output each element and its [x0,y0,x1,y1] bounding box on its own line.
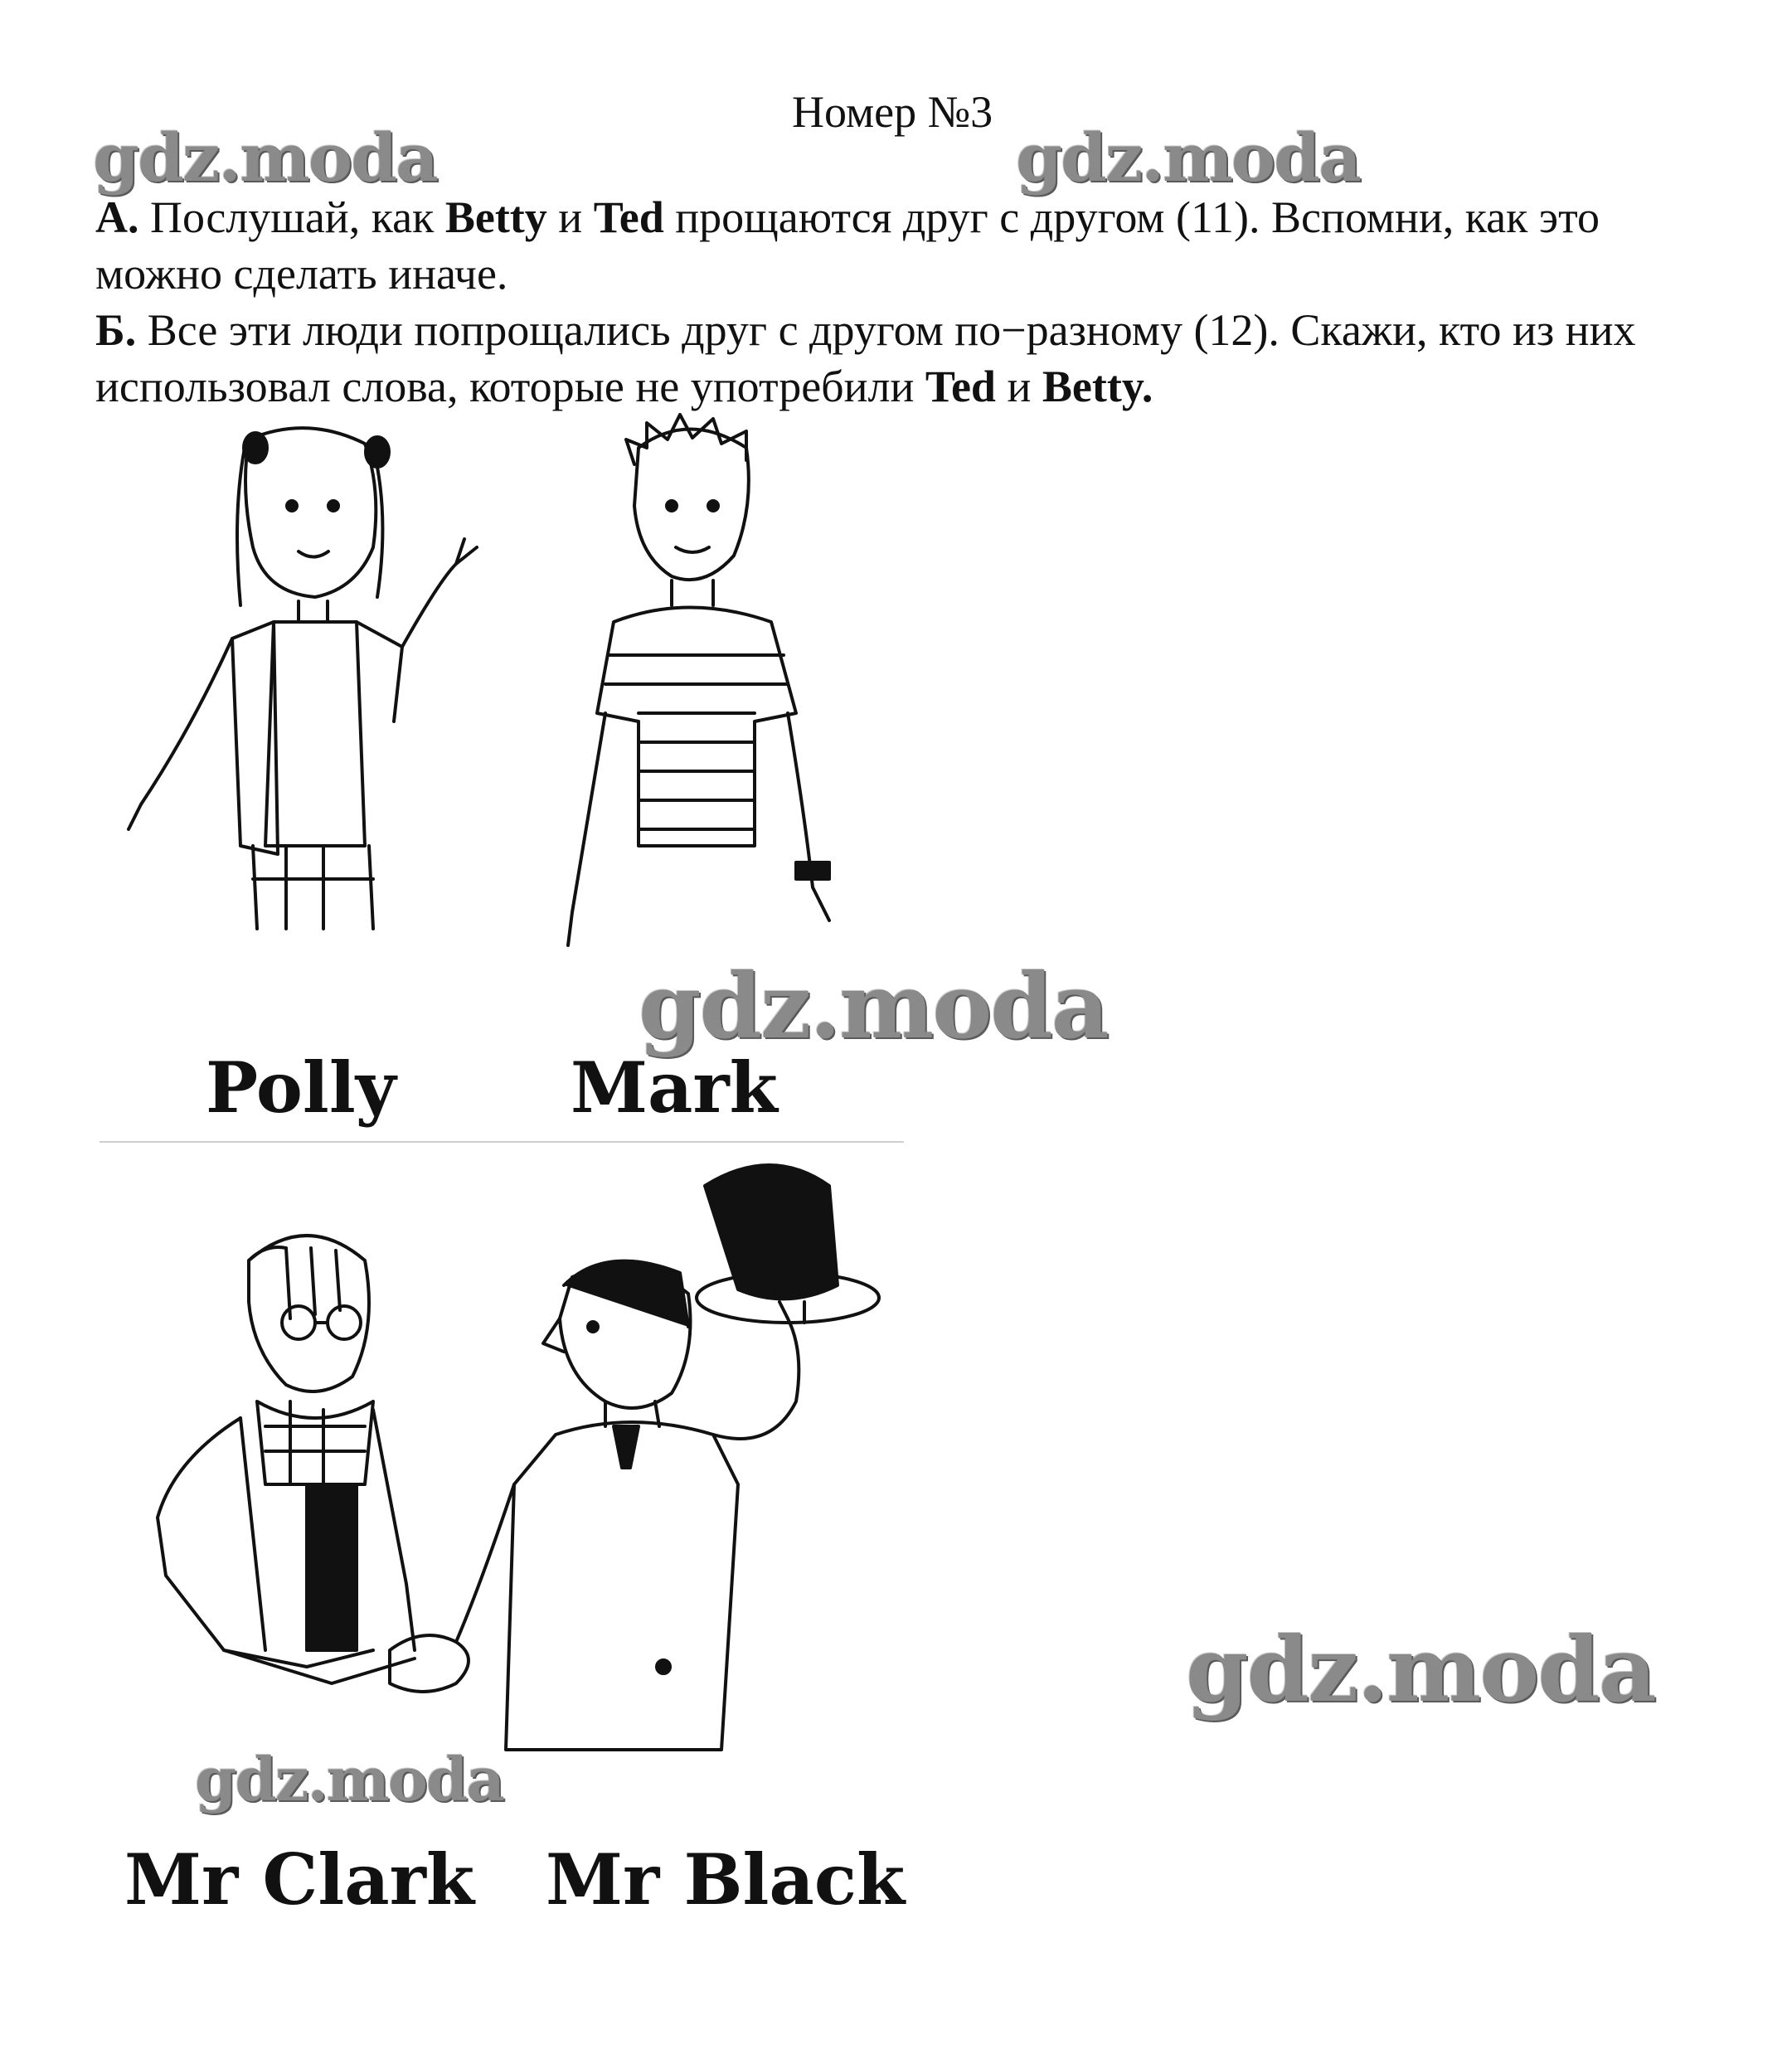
watermark: gdz.moda [639,954,1108,1059]
label-mark: Mark [571,1047,778,1129]
label-mr-clark: Mr Clark [124,1838,475,1921]
watermark: gdz.moda [195,1744,503,1814]
page-heading: Номер №3 [792,87,993,137]
task-b-label: Б. [95,305,137,355]
task-a-text: прощаются друг с другом (11). Вспомни, как это можно сделать иначе. [95,192,1600,299]
task-b-text: Все эти люди попрощались друг с другом по−разному (12). Скажи, кто из них использовал слова, которые не употребили [95,305,1636,411]
section-divider [100,1141,904,1143]
task-a [95,189,1721,302]
name-betty: Betty [444,192,547,242]
label-polly: Polly [206,1047,396,1129]
task-b [95,302,1721,415]
mark-illustration [547,415,879,962]
polly-illustration [108,415,489,945]
task-a-text: и [546,192,594,242]
mr-clark-mr-black-illustration [141,1153,871,1783]
watermark: gdz.moda [93,119,437,197]
task-b-text: и [995,362,1042,411]
watermark: gdz.moda [1186,1618,1655,1722]
name-betty: Betty. [1042,362,1153,411]
task-a-label: А. [95,192,139,242]
name-ted: Ted [925,362,996,411]
label-mr-black: Mr Black [546,1838,906,1921]
task-a-text: Послушай, как [138,192,445,242]
watermark: gdz.moda [1016,119,1360,197]
name-ted: Ted [593,192,664,242]
